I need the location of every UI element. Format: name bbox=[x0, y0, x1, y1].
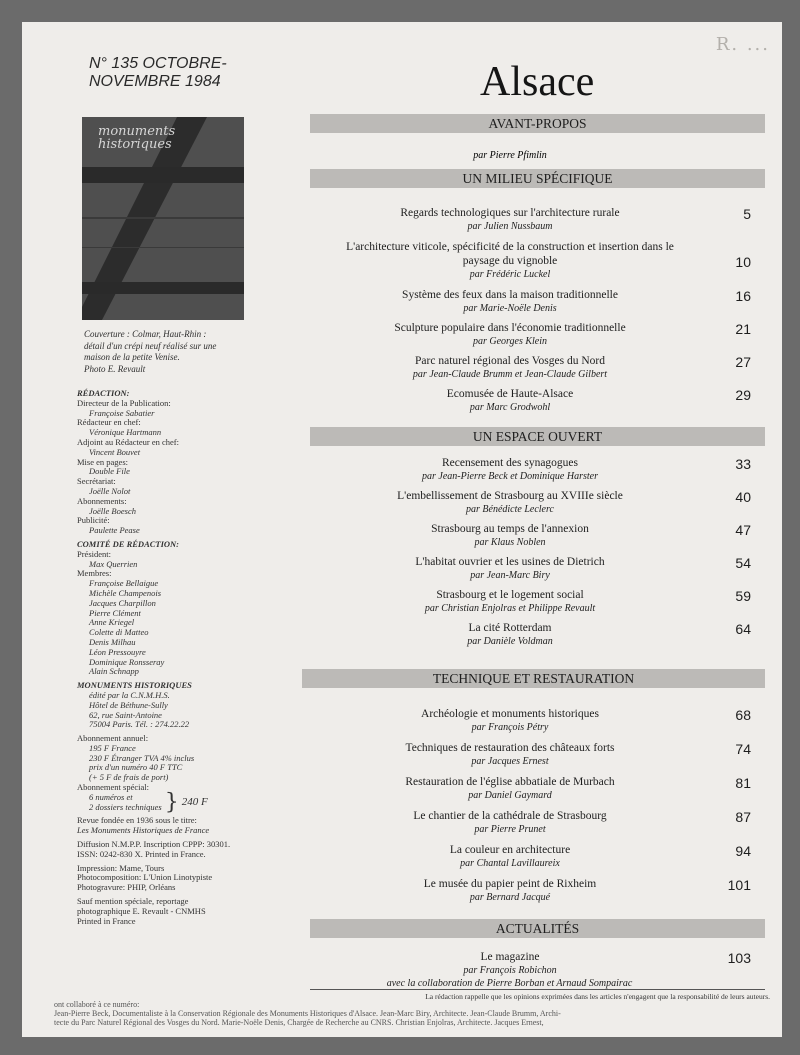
section-technique-restauration: TECHNIQUE ET RESTAURATION bbox=[302, 669, 765, 688]
toc-entry[interactable]: Recensement des synagogues par Jean-Pierre Beck et Dominique Harster 33 bbox=[422, 456, 751, 482]
redaction-heading: RÉDACTION: bbox=[77, 388, 130, 398]
toc-entry[interactable]: Sculpture populaire dans l'économie traditionnelle par Georges Klein 21 bbox=[394, 321, 751, 347]
toc-entry[interactable]: Archéologie et monuments historiques par François Pétry 68 bbox=[421, 707, 751, 733]
contributors-footer: ont collaboré à ce numéro: Jean-Pierre Beck, Documentaliste à la Conservation Régionale des Monuments Historiques d'Alsace. Jean-Marc Biry, Architecte. Jean-Claude Brumm, Archi- tecte du Parc Naturel Régional des Vosges du Nord. Marie-Noële Denis, Chargée de Recherche au CNRS. Christian Enjolras, Architecte. Jacques Ernest, bbox=[54, 1000, 561, 1027]
toc-entry[interactable]: Parc naturel régional des Vosges du Nord par Jean-Claude Brumm et Jean-Claude Gilbert 27 bbox=[412, 354, 751, 380]
masthead-credits: RÉDACTION: Directeur de la Publication: Françoise Sabatier Rédacteur en chef: Véronique Hartmann Adjoint au Rédacteur en chef: Vincent Bouvet Mise en pages: Double File Secrétariat: Joëlle Nolot Abonnements: Joëlle Boesch Publicité: Paulette Pease COMITÉ DE RÉDACTION: Président: Max Querrien Membres: Françoise Bellaigue Michèle Champenois Jacques Charpillon Pierre Clément Anne Kriegel Colette di Matteo Denis Milhau Léon Pressouyre Dominique Ronsseray Alain Schnapp MONUMENTS HISTORIQUES édité par la C.N.M.H.S. Hôtel de Béthune-Sully 62, rue Saint-Antoine 75004 Paris. Tél. : 274.22.22 Abonnement annuel: 195 F France 230 F Étranger TVA 4% inclus prix d'un numéro 40 F TTC (+ 5 F de frais de port) Abonnement spécial: 6 numéros et 2 dossiers techniques } 240 F Revue fondée en 1936 sous le titre: Les Monuments Historiques de France Diffusion N.M.P.P. Inscription CPPP: 30301. ISSN: 0242-830 X. Printed in France. Impression: Mame, Tours Photocomposition: L'Union Linotypiste Photogravure: PHIP, Orléans Sauf mention spéciale, reportage photographique E. Revault - CNMHS Printed in France bbox=[77, 389, 307, 926]
toc-entry[interactable]: L'embellissement de Strasbourg au XVIIIe siècle par Bénédicte Leclerc 40 bbox=[397, 489, 751, 515]
toc-entry[interactable]: Ecomusée de Haute-Alsace par Marc Grodwohl 29 bbox=[446, 387, 751, 413]
section-milieu-specifique: UN MILIEU SPÉCIFIQUE bbox=[310, 169, 765, 188]
toc-entry[interactable]: Regards technologiques sur l'architecture rurale par Julien Nussbaum 5 bbox=[400, 206, 751, 232]
toc-entry[interactable]: La couleur en architecture par Chantal Lavillaureix 94 bbox=[449, 843, 751, 869]
section-avant-propos: AVANT-PROPOS bbox=[310, 114, 765, 133]
cover-thumbnail bbox=[82, 117, 244, 320]
cover-logo: monuments historiques bbox=[98, 124, 176, 152]
toc-entry[interactable]: Le magazine par François Robichon avec la collaboration de Pierre Borban et Arnaud Sompairac 103 bbox=[386, 950, 751, 989]
issue-line-1: N° 135 OCTOBRE- bbox=[89, 55, 227, 72]
toc-entry[interactable]: Système des feux dans la maison traditionnelle par Marie-Noële Denis 16 bbox=[402, 288, 751, 314]
publisher-heading: MONUMENTS HISTORIQUES bbox=[77, 680, 192, 691]
editorial-notice: La rédaction rappelle que les opinions exprimées dans les articles n'engagent que la responsabilité de leurs auteurs. bbox=[425, 992, 770, 1001]
toc-entry[interactable]: Restauration de l'église abbatiale de Murbach par Daniel Gaymard 81 bbox=[405, 775, 751, 801]
toc-entry[interactable]: L'architecture viticole, spécificité de la construction et insertion dans le paysage du vignoble par Frédéric Luckel 10 bbox=[346, 241, 751, 280]
issue-line-2: NOVEMBRE 1984 bbox=[89, 73, 221, 90]
brace-glyph: } bbox=[164, 789, 179, 815]
footer-rule bbox=[310, 989, 765, 990]
comite-heading: COMITÉ DE RÉDACTION: bbox=[77, 538, 180, 549]
toc-entry[interactable]: Strasbourg au temps de l'annexion par Klaus Noblen 47 bbox=[431, 522, 751, 548]
toc-entry[interactable]: Strasbourg et le logement social par Christian Enjolras et Philippe Revault 59 bbox=[424, 588, 751, 614]
toc-entry[interactable]: Le chantier de la cathédrale de Strasbourg par Pierre Prunet 87 bbox=[413, 809, 751, 835]
toc-entry[interactable]: La cité Rotterdam par Danièle Voldman 64 bbox=[467, 621, 751, 647]
page-title: Alsace bbox=[480, 59, 595, 105]
avant-propos-author: par Pierre Pfimlin bbox=[473, 150, 547, 161]
magazine-page bbox=[22, 22, 782, 1037]
cover-caption: Couverture : Colmar, Haut-Rhin : détail d'un crépi neuf réalisé sur une maison de la petite Venise. Photo E. Revault bbox=[84, 329, 217, 374]
toc-entry[interactable]: L'habitat ouvrier et les usines de Dietrich par Jean-Marc Biry 54 bbox=[415, 555, 751, 581]
toc-entry[interactable]: Techniques de restauration des châteaux forts par Jacques Ernest 74 bbox=[405, 741, 751, 767]
pencil-annotation: R. ... bbox=[715, 34, 770, 55]
special-subscription: 6 numéros et 2 dossiers techniques } 240 F bbox=[89, 789, 208, 815]
section-actualites: ACTUALITÉS bbox=[310, 919, 765, 938]
issue-number bbox=[89, 55, 227, 91]
section-espace-ouvert: UN ESPACE OUVERT bbox=[310, 427, 765, 446]
toc-entry[interactable]: Le musée du papier peint de Rixheim par Bernard Jacqué 101 bbox=[423, 877, 751, 903]
